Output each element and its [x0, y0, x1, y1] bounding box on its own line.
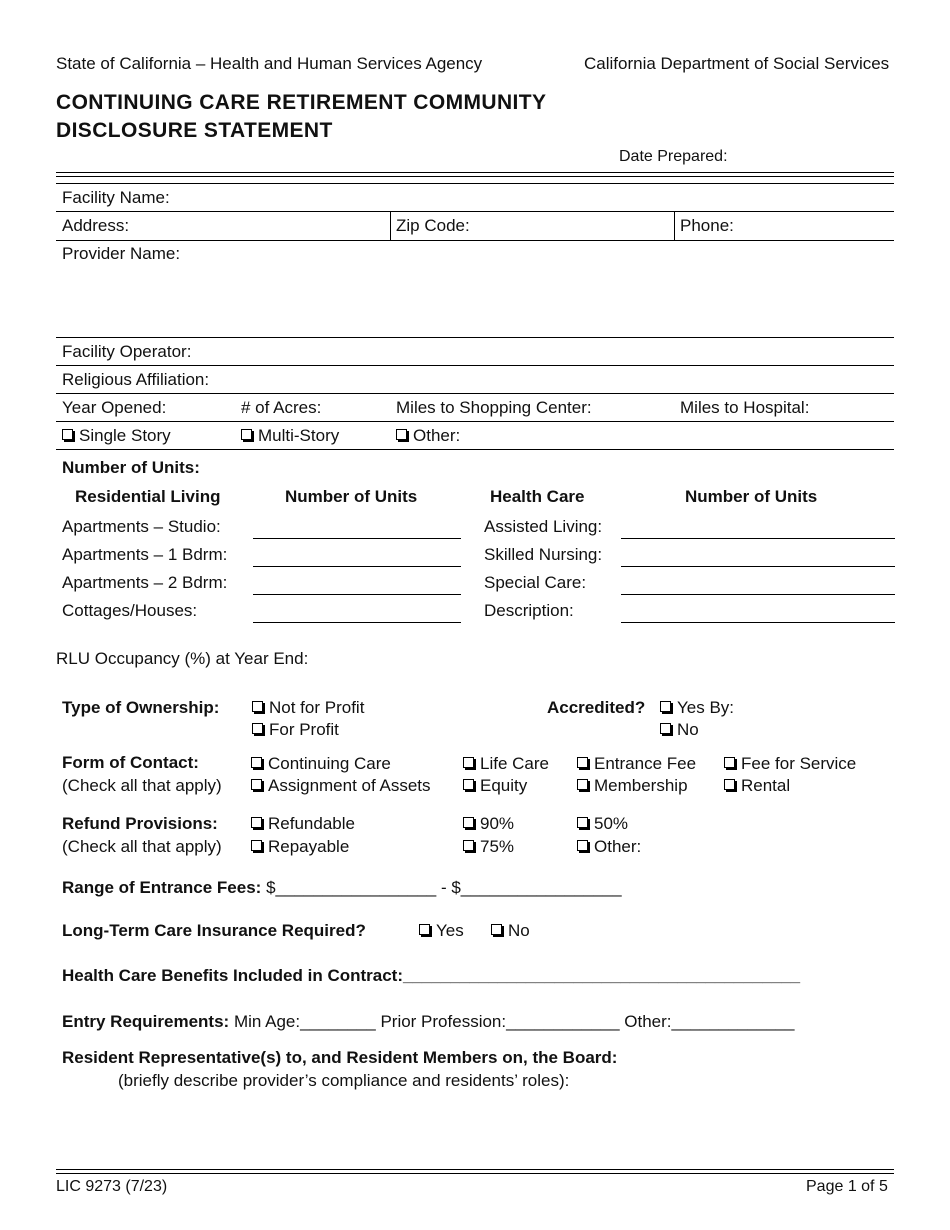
provider-name-label: Provider Name:	[62, 244, 181, 263]
two-bdrm-label: Apartments – 2 Bdrm:	[62, 573, 228, 592]
cottages-units-field[interactable]	[253, 622, 461, 623]
studio-label: Apartments – Studio:	[62, 517, 221, 536]
health-care-header: Health Care	[490, 487, 585, 506]
benefits-row	[62, 965, 800, 986]
checkbox-icon[interactable]	[660, 723, 671, 734]
checkbox-icon[interactable]	[463, 840, 474, 851]
option-label: Fee for Service	[741, 754, 857, 773]
entry-requirements-label: Entry Requirements:	[62, 1012, 230, 1031]
skilled-nursing-units-field[interactable]	[621, 566, 895, 567]
divider	[56, 1173, 894, 1174]
divider	[56, 183, 894, 184]
miles-hospital-label: Miles to Hospital:	[680, 398, 810, 417]
divider	[56, 393, 894, 394]
entry-requirements-row	[62, 1011, 794, 1032]
option-label: Continuing Care	[268, 754, 391, 773]
life-care-option[interactable]	[463, 753, 549, 774]
option-label: Yes By:	[677, 698, 735, 717]
checkbox-icon[interactable]	[463, 757, 474, 768]
assignment-assets-option[interactable]	[251, 775, 431, 796]
option-label: Repayable	[268, 837, 350, 856]
refundable-option[interactable]	[251, 813, 355, 834]
occupancy-label: RLU Occupancy (%) at Year End:	[56, 649, 309, 668]
not-for-profit-option[interactable]	[252, 697, 364, 718]
checkbox-icon[interactable]	[577, 840, 588, 851]
checkbox-icon[interactable]	[251, 757, 262, 768]
refund-other-option[interactable]	[577, 836, 641, 857]
two-bdrm-units-field[interactable]	[253, 594, 461, 595]
divider	[56, 176, 894, 177]
benefits-field[interactable]: __________________________________________	[403, 966, 801, 985]
refund-90-option[interactable]	[463, 813, 514, 834]
entrance-fee-option[interactable]	[577, 753, 696, 774]
option-label: Entrance Fee	[594, 754, 697, 773]
special-care-units-field[interactable]	[621, 594, 895, 595]
checkbox-icon[interactable]	[660, 701, 671, 712]
facility-name-label: Facility Name:	[62, 188, 170, 207]
skilled-nursing-label: Skilled Nursing:	[484, 545, 603, 564]
entrance-fees-field[interactable]: $_________________ - $_________________	[266, 878, 622, 897]
cottages-label: Cottages/Houses:	[62, 601, 198, 620]
multi-story-option[interactable]	[241, 425, 339, 446]
checkbox-icon[interactable]	[491, 924, 502, 935]
accredited-no-option[interactable]	[660, 719, 699, 740]
checkbox-icon[interactable]	[577, 817, 588, 828]
option-label: Single Story	[79, 426, 171, 445]
divider	[56, 421, 894, 422]
benefits-label: Health Care Benefits Included in Contract:	[62, 966, 403, 985]
option-label: Other:	[413, 426, 461, 445]
option-label: Multi-Story	[258, 426, 340, 445]
fee-for-service-option[interactable]	[724, 753, 856, 774]
contract-form-sub: (Check all that apply)	[62, 776, 222, 795]
accredited-label: Accredited?	[547, 698, 646, 717]
number-of-units-header: Number of Units	[285, 487, 418, 506]
divider	[674, 211, 675, 240]
membership-option[interactable]	[577, 775, 688, 796]
divider	[56, 365, 894, 366]
option-label: Refundable	[268, 814, 355, 833]
checkbox-icon[interactable]	[577, 779, 588, 790]
refund-label: Refund Provisions:	[62, 814, 218, 833]
checkbox-icon[interactable]	[463, 779, 474, 790]
option-label: Other:	[594, 837, 642, 856]
address-label: Address:	[62, 216, 130, 235]
number-of-units-header-2: Number of Units	[685, 487, 818, 506]
option-label: Rental	[741, 776, 791, 795]
form-title-line2: DISCLOSURE STATEMENT	[56, 119, 333, 142]
option-label: 90%	[480, 814, 515, 833]
phone-label: Phone:	[680, 216, 734, 235]
description-label: Description:	[484, 601, 574, 620]
special-care-label: Special Care:	[484, 573, 587, 592]
agency-name: State of California – Health and Human Services Agency	[56, 54, 483, 73]
option-label: Not for Profit	[269, 698, 365, 717]
checkbox-icon[interactable]	[463, 817, 474, 828]
ltc-no-option[interactable]	[491, 920, 530, 941]
repayable-option[interactable]	[251, 836, 349, 857]
entry-requirements-fields[interactable]: Min Age:________ Prior Profession:____________ Other:_____________	[233, 1012, 795, 1031]
facility-operator-label: Facility Operator:	[62, 342, 192, 361]
units-heading: Number of Units:	[62, 458, 200, 477]
studio-units-field[interactable]	[253, 538, 461, 539]
department-name: California Department of Social Services	[584, 54, 890, 73]
form-title-line1: CONTINUING CARE RETIREMENT COMMUNITY	[56, 91, 547, 114]
option-label: No	[677, 720, 699, 739]
description-field[interactable]	[621, 622, 895, 623]
divider	[56, 211, 894, 212]
option-label: Life Care	[480, 754, 549, 773]
option-label: Assignment of Assets	[268, 776, 431, 795]
board-sub: (briefly describe provider’s compliance and residents’ roles):	[118, 1071, 570, 1090]
accredited-yes-option[interactable]	[660, 697, 734, 718]
religious-affiliation-label: Religious Affiliation:	[62, 370, 210, 389]
date-prepared-label: Date Prepared:	[619, 148, 728, 165]
zip-code-label: Zip Code:	[396, 216, 470, 235]
entrance-fees-row	[62, 877, 622, 898]
entrance-fees-label: Range of Entrance Fees:	[62, 878, 262, 897]
checkbox-icon[interactable]	[252, 723, 263, 734]
divider	[56, 449, 894, 450]
rental-option[interactable]	[724, 775, 790, 796]
divider	[56, 337, 894, 338]
checkbox-icon[interactable]	[241, 429, 252, 440]
checkbox-icon[interactable]	[252, 701, 263, 712]
divider	[56, 240, 894, 241]
year-opened-label: Year Opened:	[62, 398, 167, 417]
board-label: Resident Representative(s) to, and Resident Members on, the Board:	[62, 1048, 618, 1067]
option-label: Equity	[480, 776, 528, 795]
divider	[390, 211, 391, 240]
refund-75-option[interactable]	[463, 836, 514, 857]
option-label: Membership	[594, 776, 688, 795]
option-label: 75%	[480, 837, 515, 856]
checkbox-icon[interactable]	[724, 779, 735, 790]
checkbox-icon[interactable]	[419, 924, 430, 935]
ltc-insurance-label: Long-Term Care Insurance Required?	[62, 921, 366, 940]
contract-form-label: Form of Contact:	[62, 753, 199, 772]
one-bdrm-units-field[interactable]	[253, 566, 461, 567]
option-label: No	[508, 921, 530, 940]
assisted-living-units-field[interactable]	[621, 538, 895, 539]
continuing-care-option[interactable]	[251, 753, 391, 774]
equity-option[interactable]	[463, 775, 527, 796]
option-label: Yes	[436, 921, 464, 940]
ltc-yes-option[interactable]	[419, 920, 464, 941]
one-bdrm-label: Apartments – 1 Bdrm:	[62, 545, 228, 564]
page-number: Page 1 of 5	[806, 1178, 888, 1195]
refund-50-option[interactable]	[577, 813, 628, 834]
option-label: 50%	[594, 814, 629, 833]
for-profit-option[interactable]	[252, 719, 339, 740]
single-story-option[interactable]	[62, 425, 171, 446]
assisted-living-label: Assisted Living:	[484, 517, 603, 536]
checkbox-icon[interactable]	[396, 429, 407, 440]
residential-living-header: Residential Living	[75, 487, 221, 506]
form-id: LIC 9273 (7/23)	[56, 1178, 168, 1195]
checkbox-icon[interactable]	[62, 429, 73, 440]
other-story-option[interactable]	[396, 425, 460, 446]
checkbox-icon[interactable]	[577, 757, 588, 768]
option-label: For Profit	[269, 720, 339, 739]
miles-shopping-label: Miles to Shopping Center:	[396, 398, 592, 417]
acres-label: # of Acres:	[241, 398, 322, 417]
ownership-label: Type of Ownership:	[62, 698, 220, 717]
refund-sub: (Check all that apply)	[62, 837, 222, 856]
divider	[56, 1169, 894, 1170]
checkbox-icon[interactable]	[251, 779, 262, 790]
checkbox-icon[interactable]	[724, 757, 735, 768]
divider	[56, 172, 894, 173]
checkbox-icon[interactable]	[251, 840, 262, 851]
checkbox-icon[interactable]	[251, 817, 262, 828]
